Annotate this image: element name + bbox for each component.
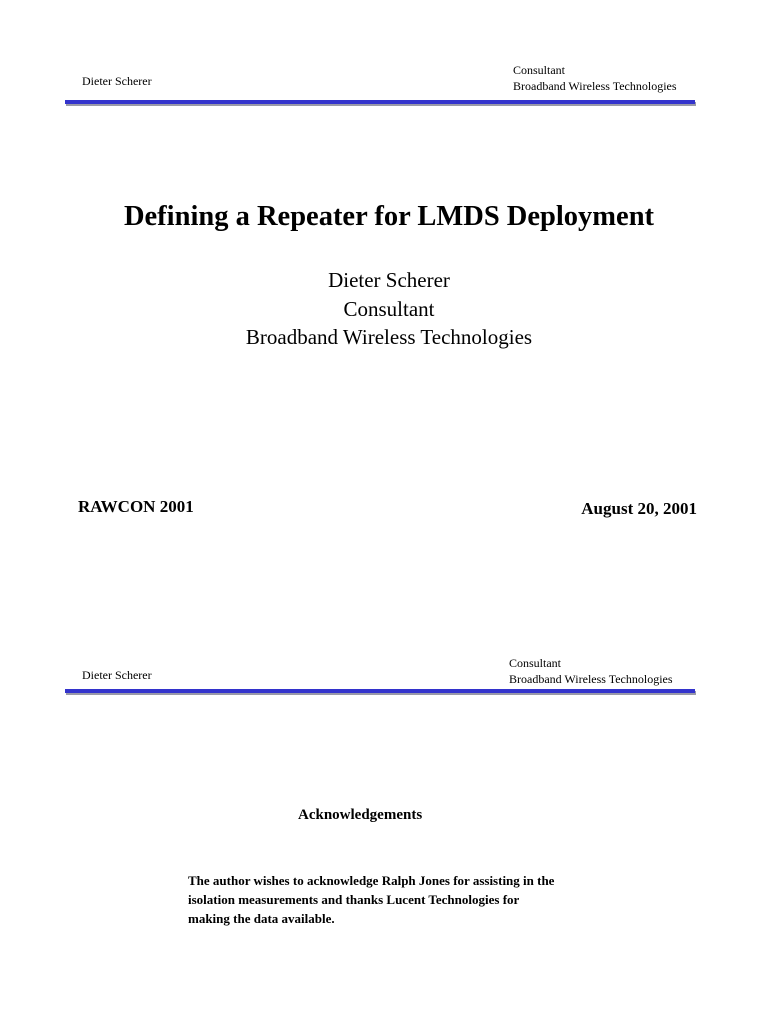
author-role: Consultant — [343, 296, 435, 321]
header-company: Broadband Wireless Technologies — [509, 672, 673, 686]
conference-name: RAWCON 2001 — [78, 497, 194, 516]
acknowledgements-heading: Acknowledgements — [298, 807, 423, 823]
header-role: Consultant — [509, 656, 562, 670]
header-author: Dieter Scherer — [82, 668, 152, 682]
header-rule — [65, 100, 695, 104]
header-role: Consultant — [513, 63, 566, 77]
header-affiliation — [513, 62, 677, 94]
ack-line: isolation measurements and thanks Lucent Technologies for — [188, 892, 520, 907]
ack-line: The author wishes to acknowledge Ralph Jones for assisting in the — [188, 873, 555, 888]
author-company: Broadband Wireless Technologies — [245, 325, 533, 349]
ack-line: making the data available. — [188, 911, 335, 926]
header-author: Dieter Scherer — [82, 74, 152, 88]
presentation-date: August 20, 2001 — [581, 499, 697, 518]
acknowledgements-slide — [0, 630, 768, 1024]
header-affiliation — [509, 655, 673, 687]
author-name: Dieter Scherer — [328, 268, 450, 292]
author-block — [0, 266, 768, 352]
slide-title: Defining a Repeater for LMDS Deployment — [123, 201, 655, 232]
acknowledgements-text — [188, 871, 648, 928]
header-company: Broadband Wireless Technologies — [513, 79, 677, 93]
header-rule — [65, 689, 695, 693]
